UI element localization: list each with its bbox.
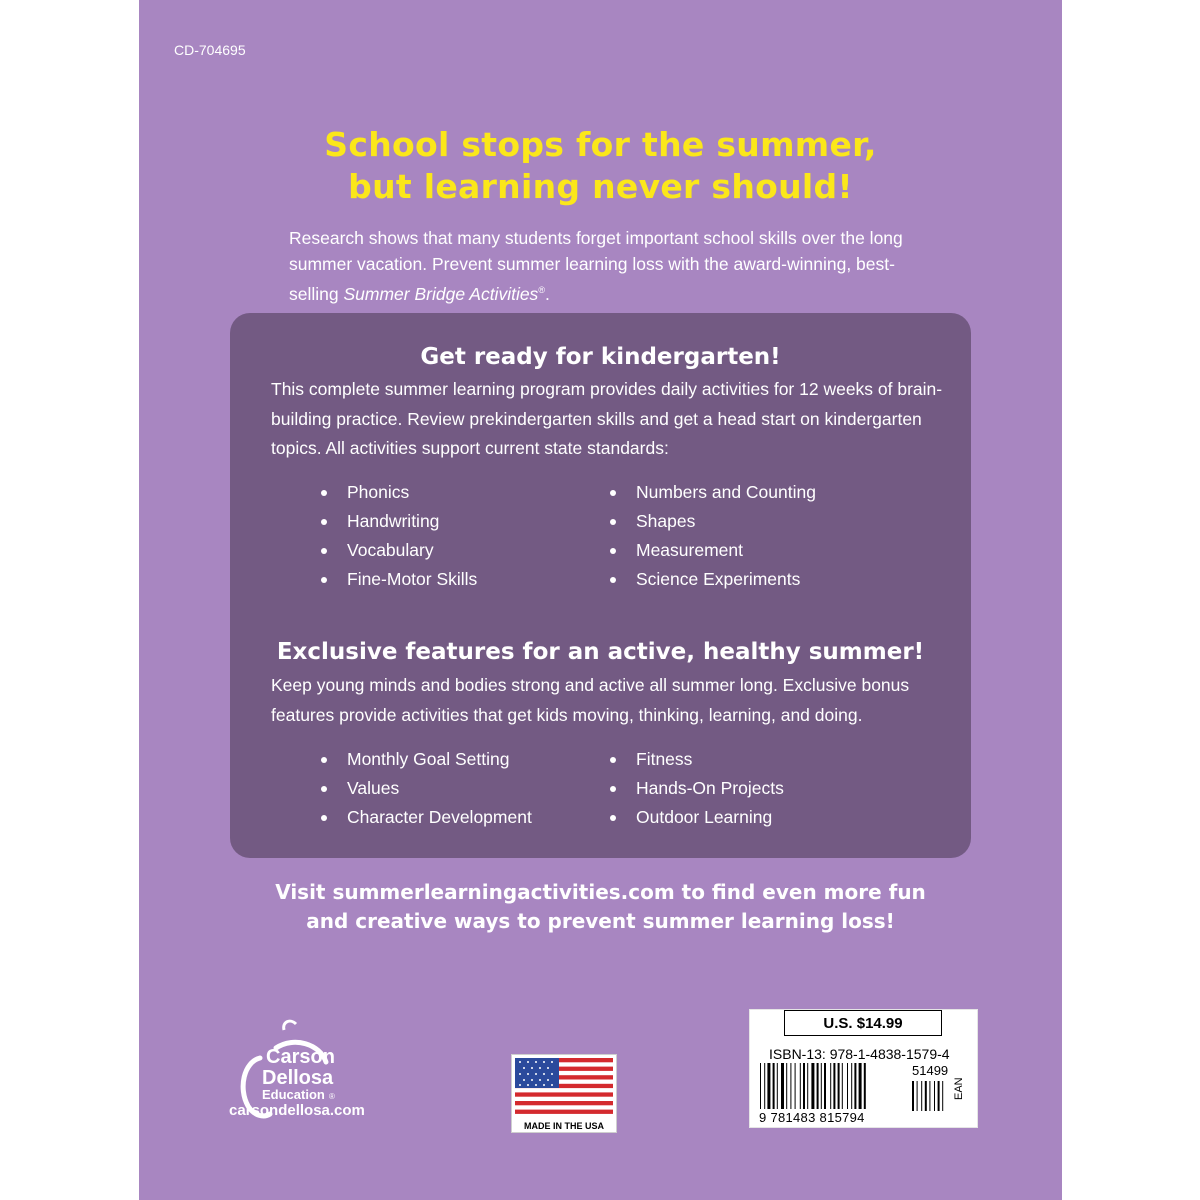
publisher-url: carsondellosa.com [229,1102,365,1119]
list-item: Numbers and Counting [610,478,816,507]
headline-line-2: but learning never should! [348,167,853,206]
section-exclusive-text: Keep young minds and bodies strong and active all summer long. Exclusive bonus features provide activities that get kids moving, thinking, learning, and doing. [271,675,910,725]
logo-word-carson: Carson [266,1046,335,1068]
list-item: Handwriting [321,507,477,536]
list-item: Values [321,774,532,803]
price-label: U.S. $14.99 [784,1010,942,1036]
skills-list-left [321,478,477,594]
logo-registered-mark: ® [329,1092,335,1101]
logo-word-education: Education [262,1087,325,1102]
list-item: Measurement [610,536,816,565]
made-in-usa-badge [511,1054,617,1133]
book-back-cover [139,0,1062,1200]
headline-line-1: School stops for the summer, [324,125,877,164]
features-panel [230,313,971,858]
visit-website-text [139,878,1062,936]
list-item: Outdoor Learning [610,803,784,832]
list-item: Science Experiments [610,565,816,594]
section-exclusive-title: Exclusive features for an active, healthy summer! [276,639,925,665]
logo-word-dellosa: Dellosa [262,1067,334,1089]
ean-digits: 9 781483 815794 [759,1110,865,1125]
list-item: Shapes [610,507,816,536]
intro-paragraph [289,225,929,307]
made-in-usa-label: MADE IN THE USA [523,1121,604,1131]
list-item: Hands-On Projects [610,774,784,803]
us-flag-icon [512,1056,616,1118]
headline [139,124,1062,208]
ean-label: EAN [953,1077,965,1100]
list-item: Fitness [610,745,784,774]
isbn-label: ISBN-13: 978-1-4838-1579-4 [769,1046,950,1062]
list-item: Phonics [321,478,477,507]
intro-period: . [544,283,550,304]
barcode-box [749,1009,978,1128]
list-item: Vocabulary [321,536,477,565]
features-list-right [610,745,784,832]
list-item: Monthly Goal Setting [321,745,532,774]
registered-mark: ® [538,285,545,295]
barcode-addon-digits: 51499 [912,1063,949,1078]
list-item: Character Development [321,803,532,832]
features-list-left [321,745,532,832]
product-code: CD-704695 [174,42,246,58]
list-item: Fine-Motor Skills [321,565,477,594]
visit-line-2: and creative ways to prevent summer learning loss! [306,909,895,933]
section-kindergarten-title: Get ready for kindergarten! [420,344,781,370]
barcode-icon [760,1063,955,1111]
intro-text: Research shows that many students forget important school skills over the long summer vacation. Prevent summer learning loss with the award-winning, best-selling [289,228,903,304]
skills-list-right [610,478,816,594]
visit-line-1: Visit summerlearningactivities.com to find even more fun [275,880,926,904]
intro-series-title: Summer Bridge Activities [343,283,539,304]
section-kindergarten-text: This complete summer learning program provides daily activities for 12 weeks of brain-building practice. Review prekindergarten skills and get a head start on kindergarten topics. All activities support current state standards: [271,379,943,458]
